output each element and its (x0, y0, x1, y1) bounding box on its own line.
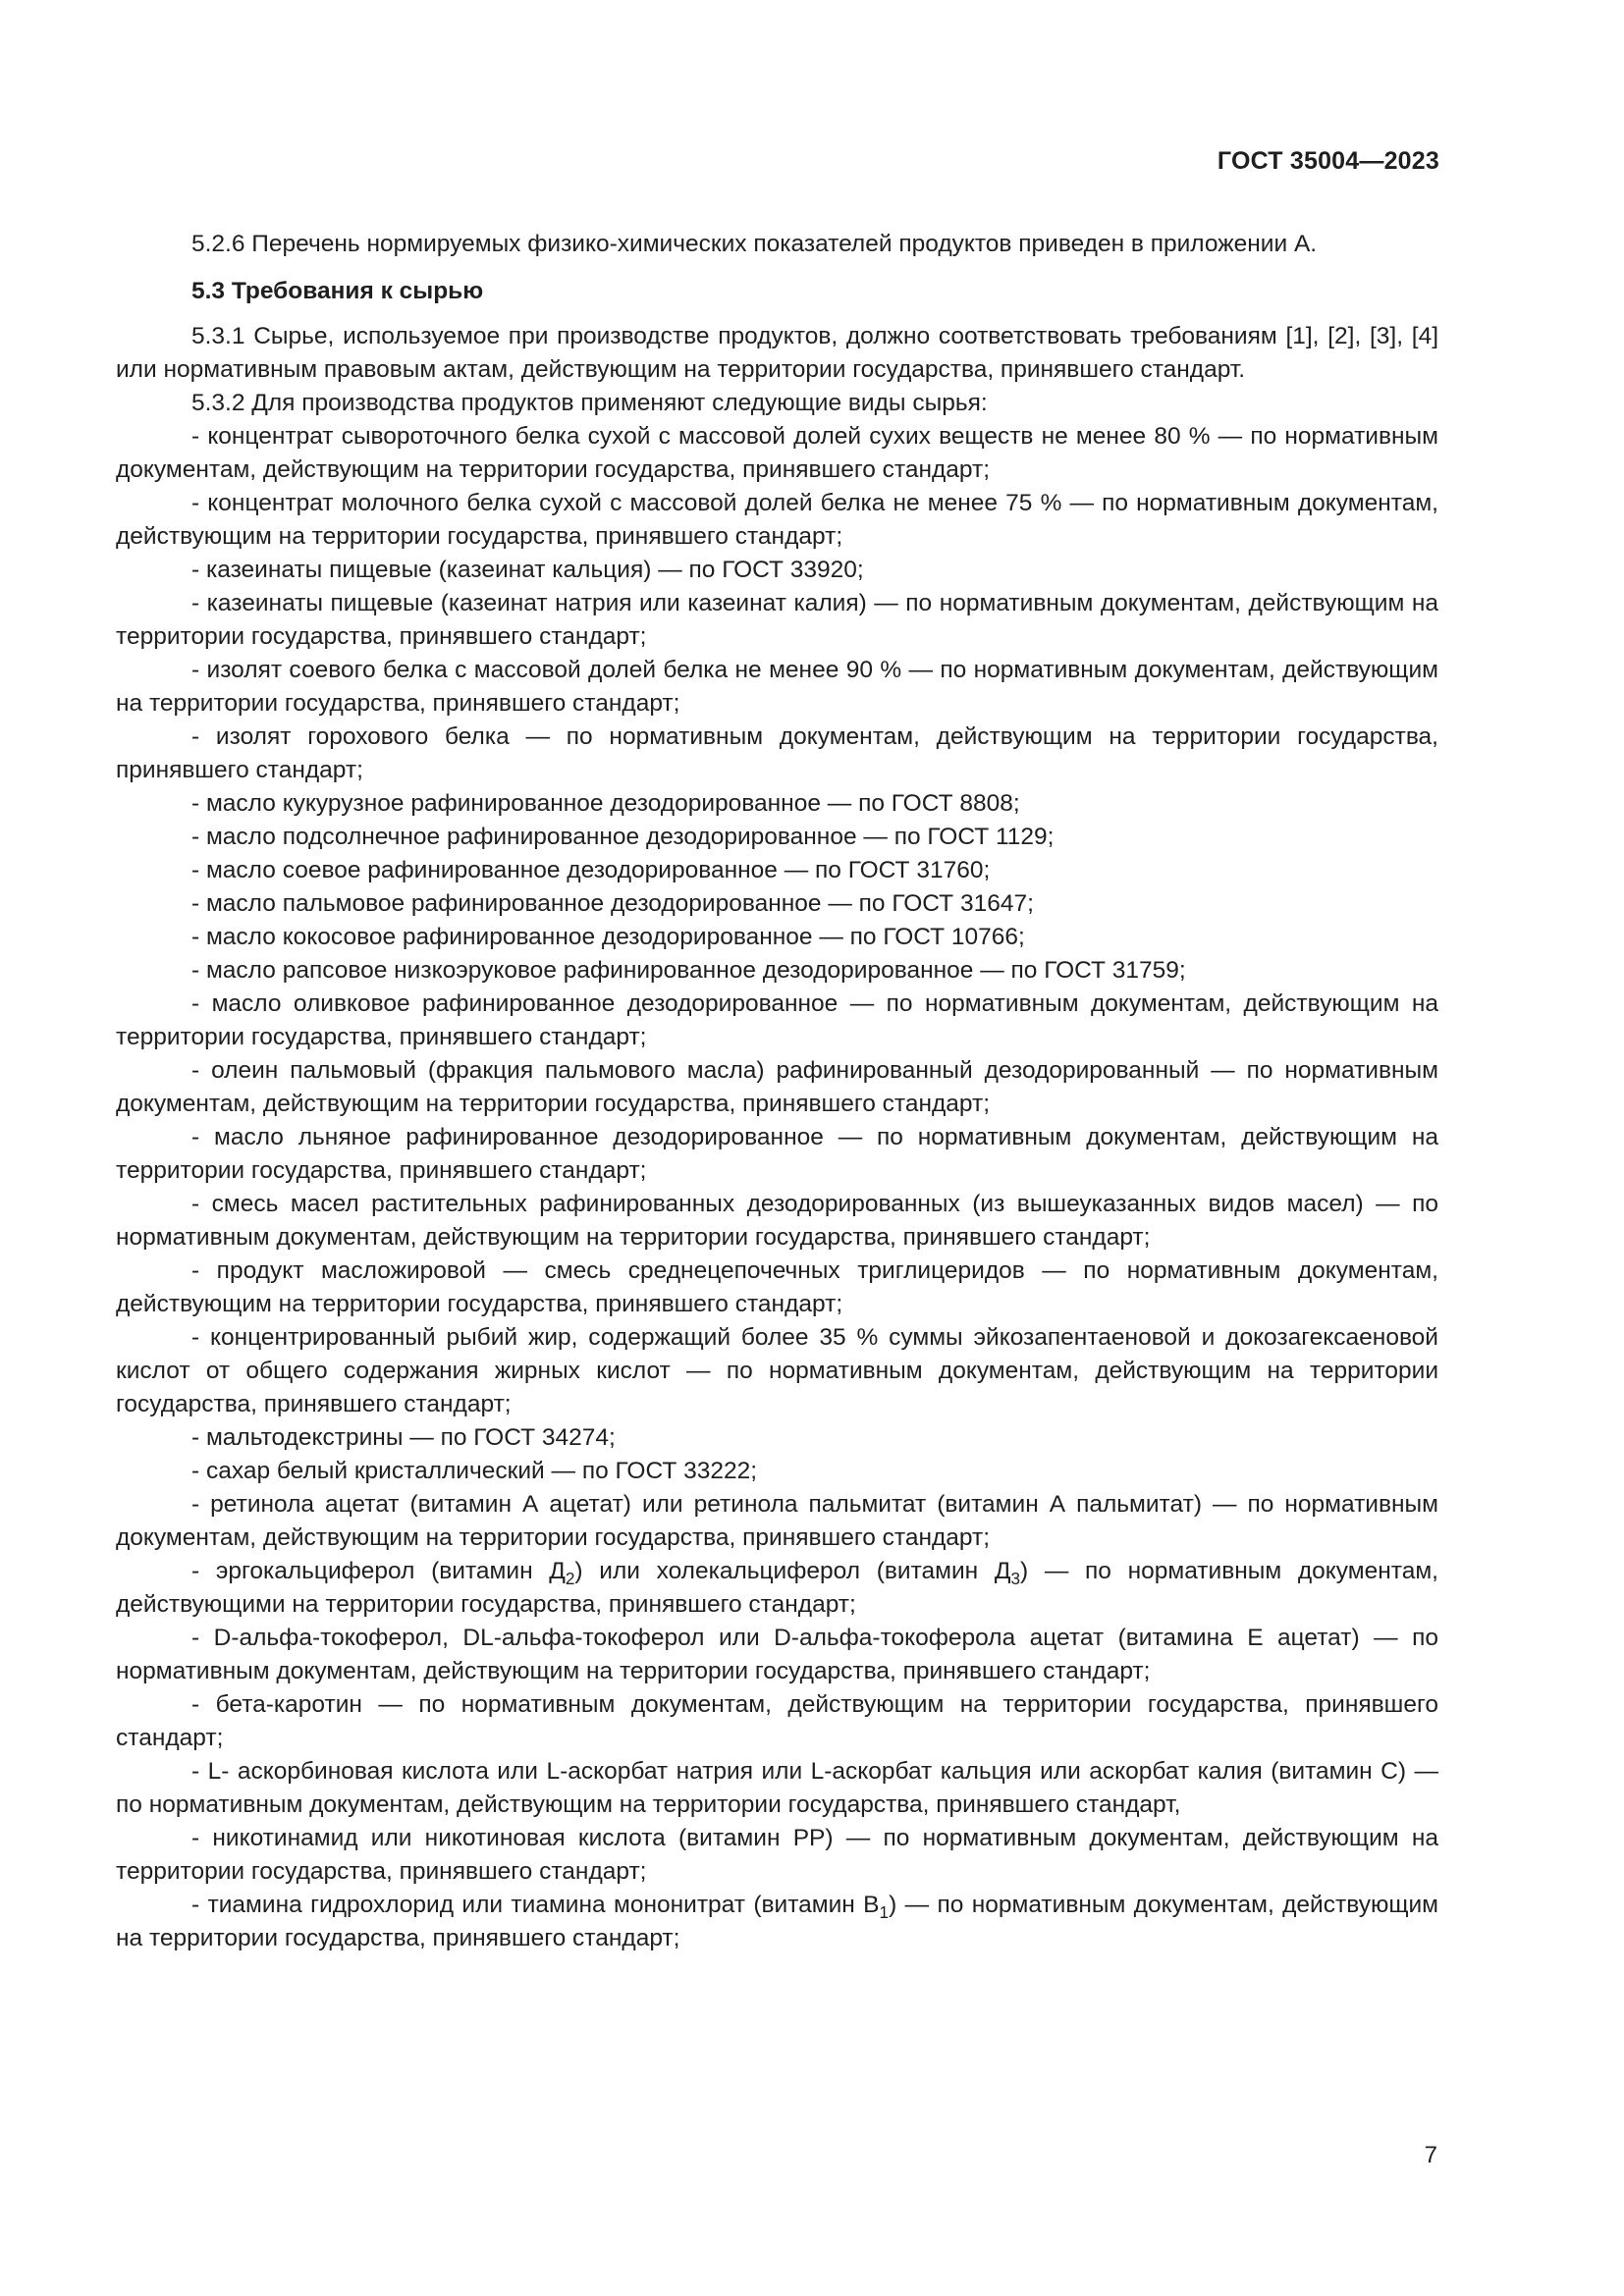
list-item: - бета-каротин — по нормативным документам, действующим на территории государства, принявшего стандарт; (116, 1691, 1438, 1751)
list-item: - масло рапсовое низкоэруковое рафинированное дезодорированное — по ГОСТ 31759; (191, 957, 1186, 984)
list-item: - никотинамид или никотиновая кислота (витамин РР) — по нормативным документам, действующим на территории государства, принявшего стандарт; (116, 1825, 1438, 1885)
list-item: - D-альфа-токоферол, DL-альфа-токоферол или D-альфа-токоферола ацетат (витамина Е ацетат) — по нормативным документам, действующим на территории государства, принявшего стандарт; (116, 1625, 1438, 1684)
paragraph-5-2-6: 5.2.6 Перечень нормируемых физико-химических показателей продуктов приведен в приложении А. (191, 231, 1318, 257)
vitamin-b1-subscript: 1 (879, 1901, 890, 1922)
list-item: - концентрированный рыбий жир, содержащий более 35 % суммы эйкозапентаеновой и докозагексаеновой кислот от общего содержания жирных кислот — по нормативным документам, действующим на территории государства, принявшего стандарт; (116, 1324, 1438, 1417)
list-item-vitamin-d (116, 1555, 1438, 1622)
paragraph-5-3-1: 5.3.1 Сырье, используемое при производстве продуктов, должно соответствовать требованиям [1], [2], [3], [4] или нормативным правовым актам, действующим на территории государства, принявшего стандарт. (116, 323, 1438, 383)
list-item: - масло льняное рафинированное дезодорированное — по нормативным документам, действующим на территории государства, принявшего стандарт; (116, 1124, 1438, 1184)
list-item: - казеинаты пищевые (казеинат натрия или казеинат калия) — по нормативным документам, действующим на территории государства, принявшего стандарт; (116, 590, 1438, 650)
list-item: - изолят соевого белка с массовой долей белка не менее 90 % — по нормативным документам, действующим на территории государства, принявшего стандарт; (116, 657, 1438, 717)
vitamin-d2-subscript: 2 (565, 1568, 575, 1588)
vitamin-d3-subscript: 3 (1010, 1568, 1021, 1588)
document-header: ГОСТ 35004—2023 (1217, 147, 1439, 175)
list-item: - масло подсолнечное рафинированное дезодорированное — по ГОСТ 1129; (191, 824, 1055, 850)
paragraph-5-3-2: 5.3.2 Для производства продуктов применяют следующие виды сырья: (191, 390, 988, 416)
list-item: - продукт масложировой — смесь среднецепочечных триглицеридов — по нормативным документам, действующим на территории государства, принявшего стандарт; (116, 1257, 1438, 1317)
list-item: - ретинола ацетат (витамин А ацетат) или ретинола пальмитат (витамин А пальмитат) — по нормативным документам, действующим на территории государства, принявшего стандарт; (116, 1491, 1438, 1551)
vitamin-d-text-a: - эргокальциферол (витамин Д (191, 1558, 566, 1584)
list-item: - концентрат сывороточного белка сухой с массовой долей сухих веществ не менее 80 % — по нормативным документам, действующим на территории государства, принявшего стандарт; (116, 423, 1438, 483)
vitamin-d-text-c: ) — по нормативным документам, действующими на территории государства, принявшего стандарт; (116, 1558, 1438, 1618)
list-item: - масло оливковое рафинированное дезодорированное — по нормативным документам, действующим на территории государства, принявшего стандарт; (116, 990, 1438, 1050)
list-item: - масло кукурузное рафинированное дезодорированное — по ГОСТ 8808; (191, 790, 1020, 817)
list-item: - мальтодекстрины — по ГОСТ 34274; (191, 1424, 616, 1451)
list-item: - L- аскорбиновая кислота или L-аскорбат натрия или L-аскорбат кальция или аскорбат калия (витамин С) — по нормативным документам, действующим на территории государства, принявшего стандарт, (116, 1758, 1438, 1818)
list-item: - олеин пальмовый (фракция пальмового масла) рафинированный дезодорированный — по нормативным документам, действующим на территории государства, принявшего стандарт; (116, 1057, 1438, 1117)
list-item: - казеинаты пищевые (казеинат кальция) — по ГОСТ 33920; (191, 557, 864, 583)
list-item: - масло кокосовое рафинированное дезодорированное — по ГОСТ 10766; (191, 924, 1025, 950)
document-body (116, 228, 1438, 1955)
list-item: - смесь масел растительных рафинированных дезодорированных (из вышеуказанных видов масел) — по нормативным документам, действующим на территории государства, принявшего стандарт; (116, 1191, 1438, 1251)
list-item: - сахар белый кристаллический — по ГОСТ 33222; (191, 1458, 758, 1484)
list-item: - масло соевое рафинированное дезодорированное — по ГОСТ 31760; (191, 857, 991, 883)
list-item: - концентрат молочного белка сухой с массовой долей белка не менее 75 % — по нормативным документам, действующим на территории государства, принявшего стандарт; (116, 490, 1438, 550)
list-item: - изолят горохового белка — по нормативным документам, действующим на территории государства, принявшего стандарт; (116, 723, 1438, 783)
list-item: - масло пальмовое рафинированное дезодорированное — по ГОСТ 31647; (191, 890, 1034, 917)
vitamin-b1-text-a: - тиамина гидрохлорид или тиамина мононитрат (витамин В (191, 1892, 880, 1918)
page-number: 7 (1424, 2142, 1437, 2168)
section-heading-5-3: 5.3 Требования к сырью (191, 278, 484, 304)
list-item-vitamin-b1 (116, 1889, 1438, 1955)
vitamin-d-text-b: ) или холекальциферол (витамин Д (574, 1558, 1011, 1584)
vitamin-b1-text-b: ) — по нормативным документам, действующим на территории государства, принявшего стандарт; (116, 1892, 1439, 1951)
